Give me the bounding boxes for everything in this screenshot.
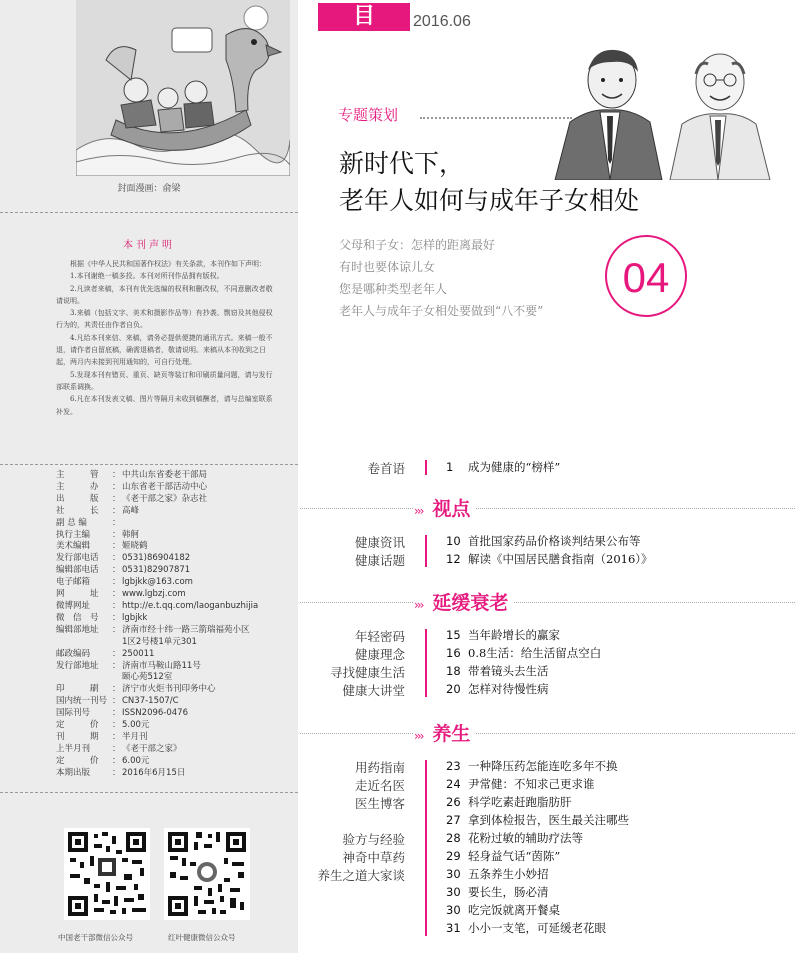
- qr-code-hongye: [164, 828, 250, 920]
- toc-title: 成为健康的“榜样”: [468, 460, 561, 474]
- toc-entry[interactable]: [446, 533, 641, 549]
- notice-paragraph: 2.凡读者来稿，本刊有优先选编的权利和删改权，不同意删改者敬请说明。: [56, 284, 273, 305]
- masthead-colon: ：: [112, 720, 121, 731]
- feature-label: 专题策划: [338, 106, 399, 124]
- masthead-value: CN37-1507/C: [122, 696, 179, 707]
- masthead-row: [56, 530, 292, 542]
- masthead-key: 编辑部电话: [56, 565, 99, 576]
- feature-title[interactable]: 老年人如何与成年子女相处: [339, 186, 640, 215]
- triple-chevron-icon: ›››: [414, 729, 423, 743]
- toc-entry[interactable]: [446, 902, 560, 918]
- masthead-key: [56, 672, 112, 684]
- section-label: 健康资讯: [354, 535, 405, 550]
- masthead-row: [56, 518, 292, 530]
- toc-entry[interactable]: [446, 459, 560, 475]
- toc-entry[interactable]: [446, 663, 549, 679]
- toc-entry[interactable]: [446, 848, 560, 864]
- section-heading: [414, 588, 514, 615]
- masthead-value: 济南市马鞍山路11号: [122, 660, 201, 671]
- masthead-value: 中共山东省委老干部局: [122, 470, 208, 480]
- masthead-row: [56, 577, 292, 589]
- section-label: 卷首语: [367, 461, 405, 476]
- toc-entry[interactable]: [446, 794, 572, 810]
- masthead-value: 《老干部之家》: [122, 743, 182, 754]
- toc-title: 五条养生小妙招: [468, 867, 549, 881]
- masthead-colon: ：: [112, 684, 121, 695]
- toc-page-number: 16: [446, 646, 461, 660]
- masthead-row: [56, 470, 292, 482]
- masthead-colon: ：: [112, 517, 121, 528]
- masthead-value: 2016年6月15日: [122, 767, 186, 778]
- masthead-value: http://e.t.qq.com/laoganbuzhijia: [122, 600, 259, 611]
- masthead-colon: ：: [112, 612, 121, 623]
- issue-number: 2016.06: [413, 13, 471, 30]
- toc-title: 科学吃素赶跑脂肪肝: [468, 795, 572, 809]
- masthead-row: [56, 649, 292, 661]
- masthead-key: 社 长: [56, 505, 99, 516]
- masthead-row: [56, 565, 292, 577]
- masthead-row: [56, 601, 292, 613]
- masthead-colon: ：: [112, 541, 121, 552]
- feature-subtitle[interactable]: 父母和子女：怎样的距离最好: [339, 238, 496, 252]
- toc-page-number: 31: [446, 921, 461, 935]
- masthead-row: [56, 756, 292, 768]
- masthead-colon: ：: [112, 565, 121, 576]
- toc-title: 拿到体检报告，医生最关注哪些: [468, 813, 629, 827]
- feature-subtitle[interactable]: 您是哪种类型老年人: [339, 282, 448, 296]
- toc-entry[interactable]: [446, 920, 606, 936]
- masthead-colon: ：: [112, 553, 121, 564]
- toc-title: 吃完饭就离开餐桌: [468, 903, 560, 917]
- masthead-row: [56, 768, 292, 780]
- masthead-colon: ：: [112, 470, 121, 480]
- toc-entry[interactable]: [446, 627, 560, 643]
- masthead-key: 印 刷: [56, 684, 99, 695]
- section-label: 养生之道大家谈: [317, 868, 405, 883]
- section-bar: [425, 535, 427, 567]
- masthead-key: 微 信 号: [56, 612, 99, 623]
- masthead-key: 定 价: [56, 720, 99, 731]
- masthead-row: [56, 672, 292, 684]
- masthead-value: 《老干部之家》杂志社: [122, 493, 208, 504]
- toc-page-number: 1: [446, 460, 454, 474]
- sidebar: [0, 0, 298, 953]
- masthead-row: [56, 732, 292, 744]
- toc-title: 首批国家药品价格谈判结果公布等: [468, 534, 641, 548]
- toc-title: 带着镜头去生活: [468, 664, 549, 678]
- toc-page-number: 28: [446, 831, 461, 845]
- toc-title: 花粉过敏的辅助疗法等: [468, 831, 583, 845]
- masthead-value: lgbjkk@163.com: [122, 577, 193, 588]
- masthead-value: 半月刊: [122, 731, 148, 742]
- toc-entry[interactable]: [446, 866, 549, 882]
- masthead-key: 国际刊号: [56, 708, 91, 719]
- masthead-row: [56, 506, 292, 518]
- section-title: 视点: [432, 498, 471, 520]
- toc-title: 轻身益气话“茵陈”: [468, 849, 561, 863]
- masthead-colon: ：: [112, 708, 121, 719]
- masthead-key: 定 价: [56, 755, 99, 766]
- masthead-value: 0531)86904182: [122, 553, 191, 564]
- section-label: 医生博客: [354, 796, 405, 811]
- masthead-value: 姬晓鹤: [122, 541, 148, 552]
- toc-entry[interactable]: [446, 776, 595, 792]
- masthead-row: [56, 482, 292, 494]
- masthead-row: [56, 494, 292, 506]
- toc-entry[interactable]: [446, 551, 653, 567]
- triple-chevron-icon: ›››: [414, 598, 423, 612]
- masthead-key: 国内统一刊号: [56, 696, 108, 707]
- toc-page-number: 15: [446, 628, 461, 642]
- masthead-key: 发行部电话: [56, 553, 99, 564]
- toc-page-number: 27: [446, 813, 461, 827]
- section-divider: [300, 602, 795, 603]
- masthead-key: 出 版: [56, 493, 99, 504]
- section-label: 健康理念: [354, 647, 405, 662]
- masthead-key: 编辑部地址: [56, 624, 99, 635]
- section-divider: [300, 508, 795, 509]
- masthead-key: 电子邮箱: [56, 577, 91, 588]
- masthead-value: 济南市经十纬一路三箭瑞福苑小区: [122, 624, 250, 635]
- masthead-colon: ：: [112, 755, 121, 766]
- dotted-divider: [420, 117, 572, 119]
- toc-entry[interactable]: [446, 681, 549, 697]
- masthead-row: [56, 684, 292, 696]
- toc-title: 0.8生活：给生活留点空白: [468, 646, 602, 660]
- divider: [0, 792, 298, 793]
- masthead-key: 发行部地址: [56, 660, 99, 671]
- section-label: 验方与经验: [342, 832, 405, 847]
- feature-page-number: [604, 234, 688, 318]
- masthead-value: 6.00元: [122, 755, 150, 766]
- masthead-row: [56, 553, 292, 565]
- masthead-row: [56, 661, 292, 673]
- masthead-row: [56, 625, 292, 637]
- feature-illustration: [550, 30, 790, 180]
- masthead-value: 高峰: [122, 505, 140, 516]
- toc-page-number: 30: [446, 867, 461, 881]
- toc-page-number: 18: [446, 664, 461, 678]
- masthead-key: 上半月刊: [56, 743, 91, 754]
- section-divider: [300, 733, 795, 734]
- toc-entry[interactable]: [446, 812, 629, 828]
- feature-page-text: 04: [622, 254, 670, 301]
- toc-page-number: 23: [446, 759, 461, 773]
- masthead-colon: [112, 637, 122, 649]
- feature-subtitle[interactable]: 有时也要体谅儿女: [339, 260, 436, 274]
- masthead: [56, 470, 292, 780]
- toc-page-number: 30: [446, 903, 461, 917]
- masthead-colon: ：: [112, 493, 121, 504]
- toc-title: 尹常健：不知求己更求谁: [468, 777, 595, 791]
- masthead-key: 网 址: [56, 589, 99, 600]
- masthead-key: 刊 期: [56, 731, 99, 742]
- masthead-row: [56, 589, 292, 601]
- qr-caption: 中国老干部微信公众号: [58, 933, 133, 942]
- triple-chevron-icon: ›››: [414, 504, 423, 518]
- masthead-value: 山东省老干部活动中心: [122, 481, 208, 492]
- qr-caption: 红叶健康微信公众号: [168, 933, 236, 942]
- toc-page-number: 20: [446, 682, 461, 696]
- toc-entry[interactable]: [446, 884, 549, 900]
- section-label: 健康大讲堂: [342, 683, 405, 698]
- masthead-colon: ：: [112, 767, 121, 778]
- masthead-row: [56, 720, 292, 732]
- masthead-key: 主 办: [56, 481, 99, 492]
- section-bar: [425, 629, 427, 697]
- toc-page-number: 30: [446, 885, 461, 899]
- masthead-key: 美术编辑: [56, 541, 91, 552]
- masthead-row: [56, 708, 292, 720]
- masthead-row: [56, 637, 292, 649]
- feature-title[interactable]: 新时代下，: [339, 149, 465, 178]
- section-label: 走近名医: [354, 778, 405, 793]
- masthead-colon: ：: [112, 731, 121, 742]
- masthead-value: www.lgbzj.com: [122, 589, 186, 600]
- toc-entry[interactable]: [446, 645, 601, 661]
- toc-title: 怎样对待慢性病: [468, 682, 549, 696]
- section-bar: [425, 760, 427, 936]
- masthead-colon: [112, 672, 122, 684]
- notice-paragraph: 1.本刊谢绝一稿多投。本刊对所刊作品拥有版权。: [70, 272, 224, 281]
- masthead-key: [56, 637, 112, 649]
- masthead-colon: ：: [112, 481, 121, 492]
- notice-paragraph: 5.发现本刊有错页、重页、缺页等装订和印刷质量问题，请与发行部联系调换。: [56, 370, 273, 391]
- masthead-value: 济宁市火炬书刊印务中心: [122, 684, 216, 695]
- masthead-value: [122, 518, 292, 530]
- masthead-key: 主 管: [56, 470, 99, 480]
- notice-body: [56, 258, 274, 418]
- notice-paragraph: 4.凡给本刊来信、来稿，请务必提供便捷的通讯方式。来稿一般不退，请作者自留底稿，确需退稿者，敬请说明。来稿从本刊收到之日起，两月内未接到刊用通知的，可自行处理。: [56, 333, 273, 367]
- divider: [0, 464, 298, 465]
- section-label: 寻找健康生活: [329, 665, 405, 680]
- toc-title: 解读《中国居民膳食指南（2016）》: [468, 552, 653, 566]
- masthead-colon: ：: [112, 600, 121, 611]
- masthead-colon: ：: [112, 505, 121, 516]
- feature-subtitle[interactable]: 老年人与成年子女相处要做到“八不要”: [339, 304, 544, 318]
- toc-page-number: 24: [446, 777, 461, 791]
- toc-page-number: 29: [446, 849, 461, 863]
- masthead-value: 5.00元: [122, 720, 150, 731]
- masthead-colon: ：: [112, 529, 121, 540]
- masthead-key: 微博网址: [56, 600, 91, 611]
- section-label: 用药指南: [354, 760, 405, 775]
- notice-paragraph: 根据《中华人民共和国著作权法》有关条款，本刊作如下声明：: [70, 260, 266, 268]
- section-label: 健康话题: [354, 553, 405, 568]
- masthead-colon: ：: [112, 624, 121, 635]
- cover-caption: 封面漫画：俞梁: [117, 184, 181, 194]
- toc-page-number: 26: [446, 795, 461, 809]
- masthead-value: 0531)82907871: [122, 565, 191, 576]
- cover-illustration: [76, 0, 290, 176]
- masthead-colon: ：: [112, 577, 121, 588]
- section-title: 延缓衰老: [432, 592, 509, 614]
- masthead-key: 副 总 编: [56, 517, 87, 528]
- toc-title: 一种降压药怎能连吃多年不换: [468, 759, 618, 773]
- toc-title: 小小一支笔，可延缓老花眼: [468, 921, 606, 935]
- masthead-key: 本期出版: [56, 767, 91, 778]
- toc-page-number: 10: [446, 534, 461, 548]
- masthead-value: lgbjkk: [122, 612, 148, 623]
- masthead-colon: ：: [112, 648, 121, 659]
- toc-title: 当年龄增长的赢家: [468, 628, 560, 642]
- toc-title: 要长生，肠必清: [468, 885, 549, 899]
- section-title: 养生: [432, 723, 471, 745]
- masthead-value: 颐心苑512室: [122, 672, 173, 683]
- section-heading: [414, 494, 476, 521]
- section-label: 年轻密码: [354, 629, 405, 644]
- qr-code-laoganbu: [64, 828, 150, 920]
- section-bar: [425, 460, 427, 475]
- masthead-row: [56, 696, 292, 708]
- masthead-value: 韩舸: [122, 529, 140, 540]
- masthead-key: 执行主编: [56, 529, 91, 540]
- masthead-colon: ：: [112, 696, 121, 707]
- section-heading: [414, 719, 476, 746]
- masthead-value: 250011: [122, 648, 155, 659]
- toc-entry[interactable]: [446, 758, 618, 774]
- masthead-colon: ：: [112, 743, 121, 754]
- masthead-row: [56, 613, 292, 625]
- masthead-value: 1区2号楼1单元301: [122, 636, 197, 647]
- masthead-row: [56, 744, 292, 756]
- masthead-key: 邮政编码: [56, 648, 91, 659]
- page-title: 目 录: [318, 3, 410, 31]
- divider: [0, 212, 298, 213]
- masthead-colon: ：: [112, 589, 121, 600]
- toc-entry[interactable]: [446, 830, 583, 846]
- masthead-row: [56, 541, 292, 553]
- masthead-value: ISSN2096-0476: [122, 708, 188, 719]
- notice-paragraph: 3.来稿（包括文字、美术和摄影作品等）有抄袭、剽窃及其他侵权行为的，其责任由作者自负。: [56, 309, 273, 330]
- notice-title: 本刊声明: [123, 240, 175, 251]
- notice-paragraph: 6.凡在本刊发表文稿、图片等隔月未收到稿酬者，请与总编室联系补发。: [56, 395, 273, 416]
- toc-page-number: 12: [446, 552, 461, 566]
- masthead-colon: ：: [112, 660, 121, 671]
- section-label: 神奇中草药: [342, 850, 405, 865]
